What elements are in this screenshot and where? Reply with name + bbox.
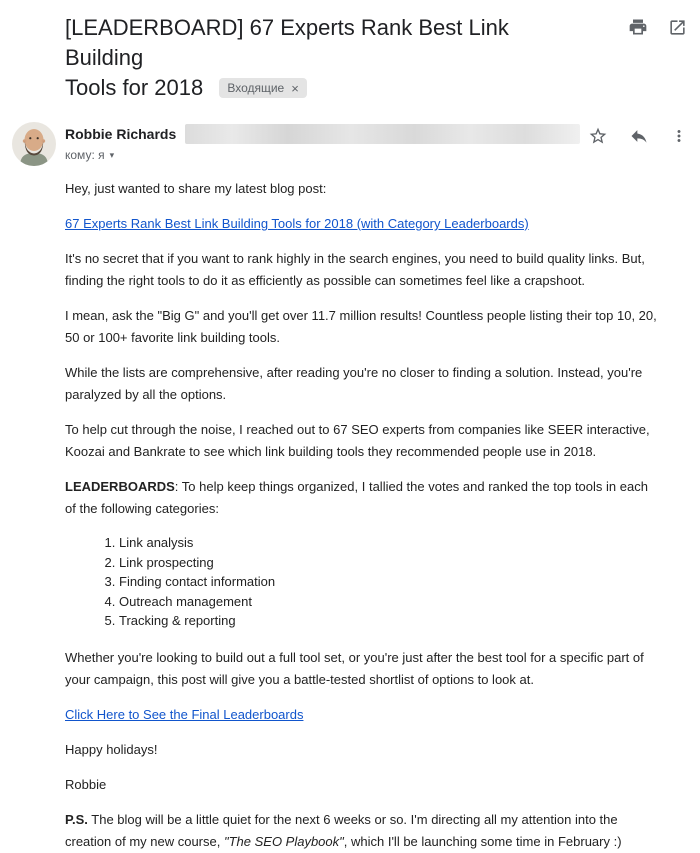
final-leaderboards-link[interactable]: Click Here to See the Final Leaderboards bbox=[65, 706, 304, 722]
email-body bbox=[0, 166, 700, 853]
list-item: 1. Link analysis bbox=[119, 533, 658, 553]
inbox-label-text: Входящие bbox=[227, 81, 285, 95]
paragraph-post-link bbox=[65, 213, 658, 235]
inbox-label-chip[interactable] bbox=[219, 78, 307, 98]
paragraph-ps bbox=[65, 809, 658, 853]
ps-bold: P.S. bbox=[65, 811, 88, 827]
sender-name[interactable]: Robbie Richards bbox=[65, 126, 177, 142]
message-actions bbox=[588, 126, 688, 146]
ps-text-before: The blog will be a little quiet for the next 6 weeks or so. I'm directing all my attention into the creation of my new course, bbox=[65, 811, 618, 849]
list-item: 3. Finding contact information bbox=[119, 572, 658, 592]
paragraph-intro: Hey, just wanted to share my latest blog post: bbox=[65, 181, 327, 196]
star-icon[interactable] bbox=[588, 126, 608, 146]
open-in-new-icon[interactable] bbox=[668, 18, 687, 37]
chevron-down-icon: ▾ bbox=[109, 149, 115, 160]
email-header bbox=[0, 0, 700, 103]
category-list bbox=[65, 533, 658, 631]
subject-line-2: Tools for 2018 bbox=[65, 75, 204, 100]
paragraph-experts: To help cut through the noise, I reached out to 67 SEO experts from companies like SEER interactive, Koozai and Bankrate to see which link building tools they recommended people use in 2018. bbox=[65, 422, 650, 459]
ps-course-title: "The SEO Playbook" bbox=[223, 833, 344, 849]
ps-text-after: , which I'll be launching some time in February :) bbox=[343, 833, 622, 849]
label-remove-icon[interactable]: × bbox=[291, 80, 299, 96]
list-item: 2. Link prospecting bbox=[119, 553, 658, 573]
recipient-details-toggle[interactable] bbox=[65, 148, 114, 162]
avatar[interactable] bbox=[12, 122, 56, 166]
list-item: 4. Outreach management bbox=[119, 592, 658, 612]
more-options-icon[interactable] bbox=[670, 127, 688, 145]
sender-email-redacted bbox=[185, 124, 580, 144]
leaderboards-rest: : To help keep things organized, I tallied the votes and ranked the top tools in each of the following categories: bbox=[65, 479, 648, 516]
paragraph-lists: While the lists are comprehensive, after reading you're no closer to finding a solution. Instead, you're paralyzed by all the options. bbox=[65, 365, 643, 402]
page-title bbox=[65, 13, 590, 103]
paragraph-final-link bbox=[65, 704, 658, 726]
paragraph-signoff: Robbie bbox=[65, 776, 107, 792]
header-toolbar bbox=[628, 17, 687, 37]
paragraph-whether: Whether you're looking to build out a full tool set, or you're just after the best tool for a specific part of your campaign, this post will give you a battle-tested shortlist of options to look at. bbox=[65, 649, 644, 687]
to-label: кому: я bbox=[65, 148, 105, 162]
reply-icon[interactable] bbox=[629, 126, 649, 146]
paragraph-secret: It's no secret that if you want to rank highly in the search engines, you need to build quality links. But, finding the right tools to do it as efficiently as possible can sometimes feel like a crapshoot. bbox=[65, 251, 645, 288]
paragraph-big-g: I mean, ask the "Big G" and you'll get over 11.7 million results! Countless people listing their top 10, 20, 50 or 100+ favorite link building tools. bbox=[65, 308, 657, 345]
sender-name-row bbox=[65, 122, 580, 144]
subject-line-1: [LEADERBOARD] 67 Experts Rank Best Link Building bbox=[65, 15, 509, 70]
blog-post-link[interactable]: 67 Experts Rank Best Link Building Tools for 2018 (with Category Leaderboards) bbox=[65, 216, 529, 231]
leaderboards-bold: LEADERBOARDS bbox=[65, 479, 175, 494]
paragraph-holidays: Happy holidays! bbox=[65, 741, 158, 757]
sender-row bbox=[0, 122, 700, 166]
print-icon[interactable] bbox=[628, 17, 648, 37]
paragraph-leaderboards bbox=[65, 476, 658, 520]
list-item: 5. Tracking & reporting bbox=[119, 611, 658, 631]
